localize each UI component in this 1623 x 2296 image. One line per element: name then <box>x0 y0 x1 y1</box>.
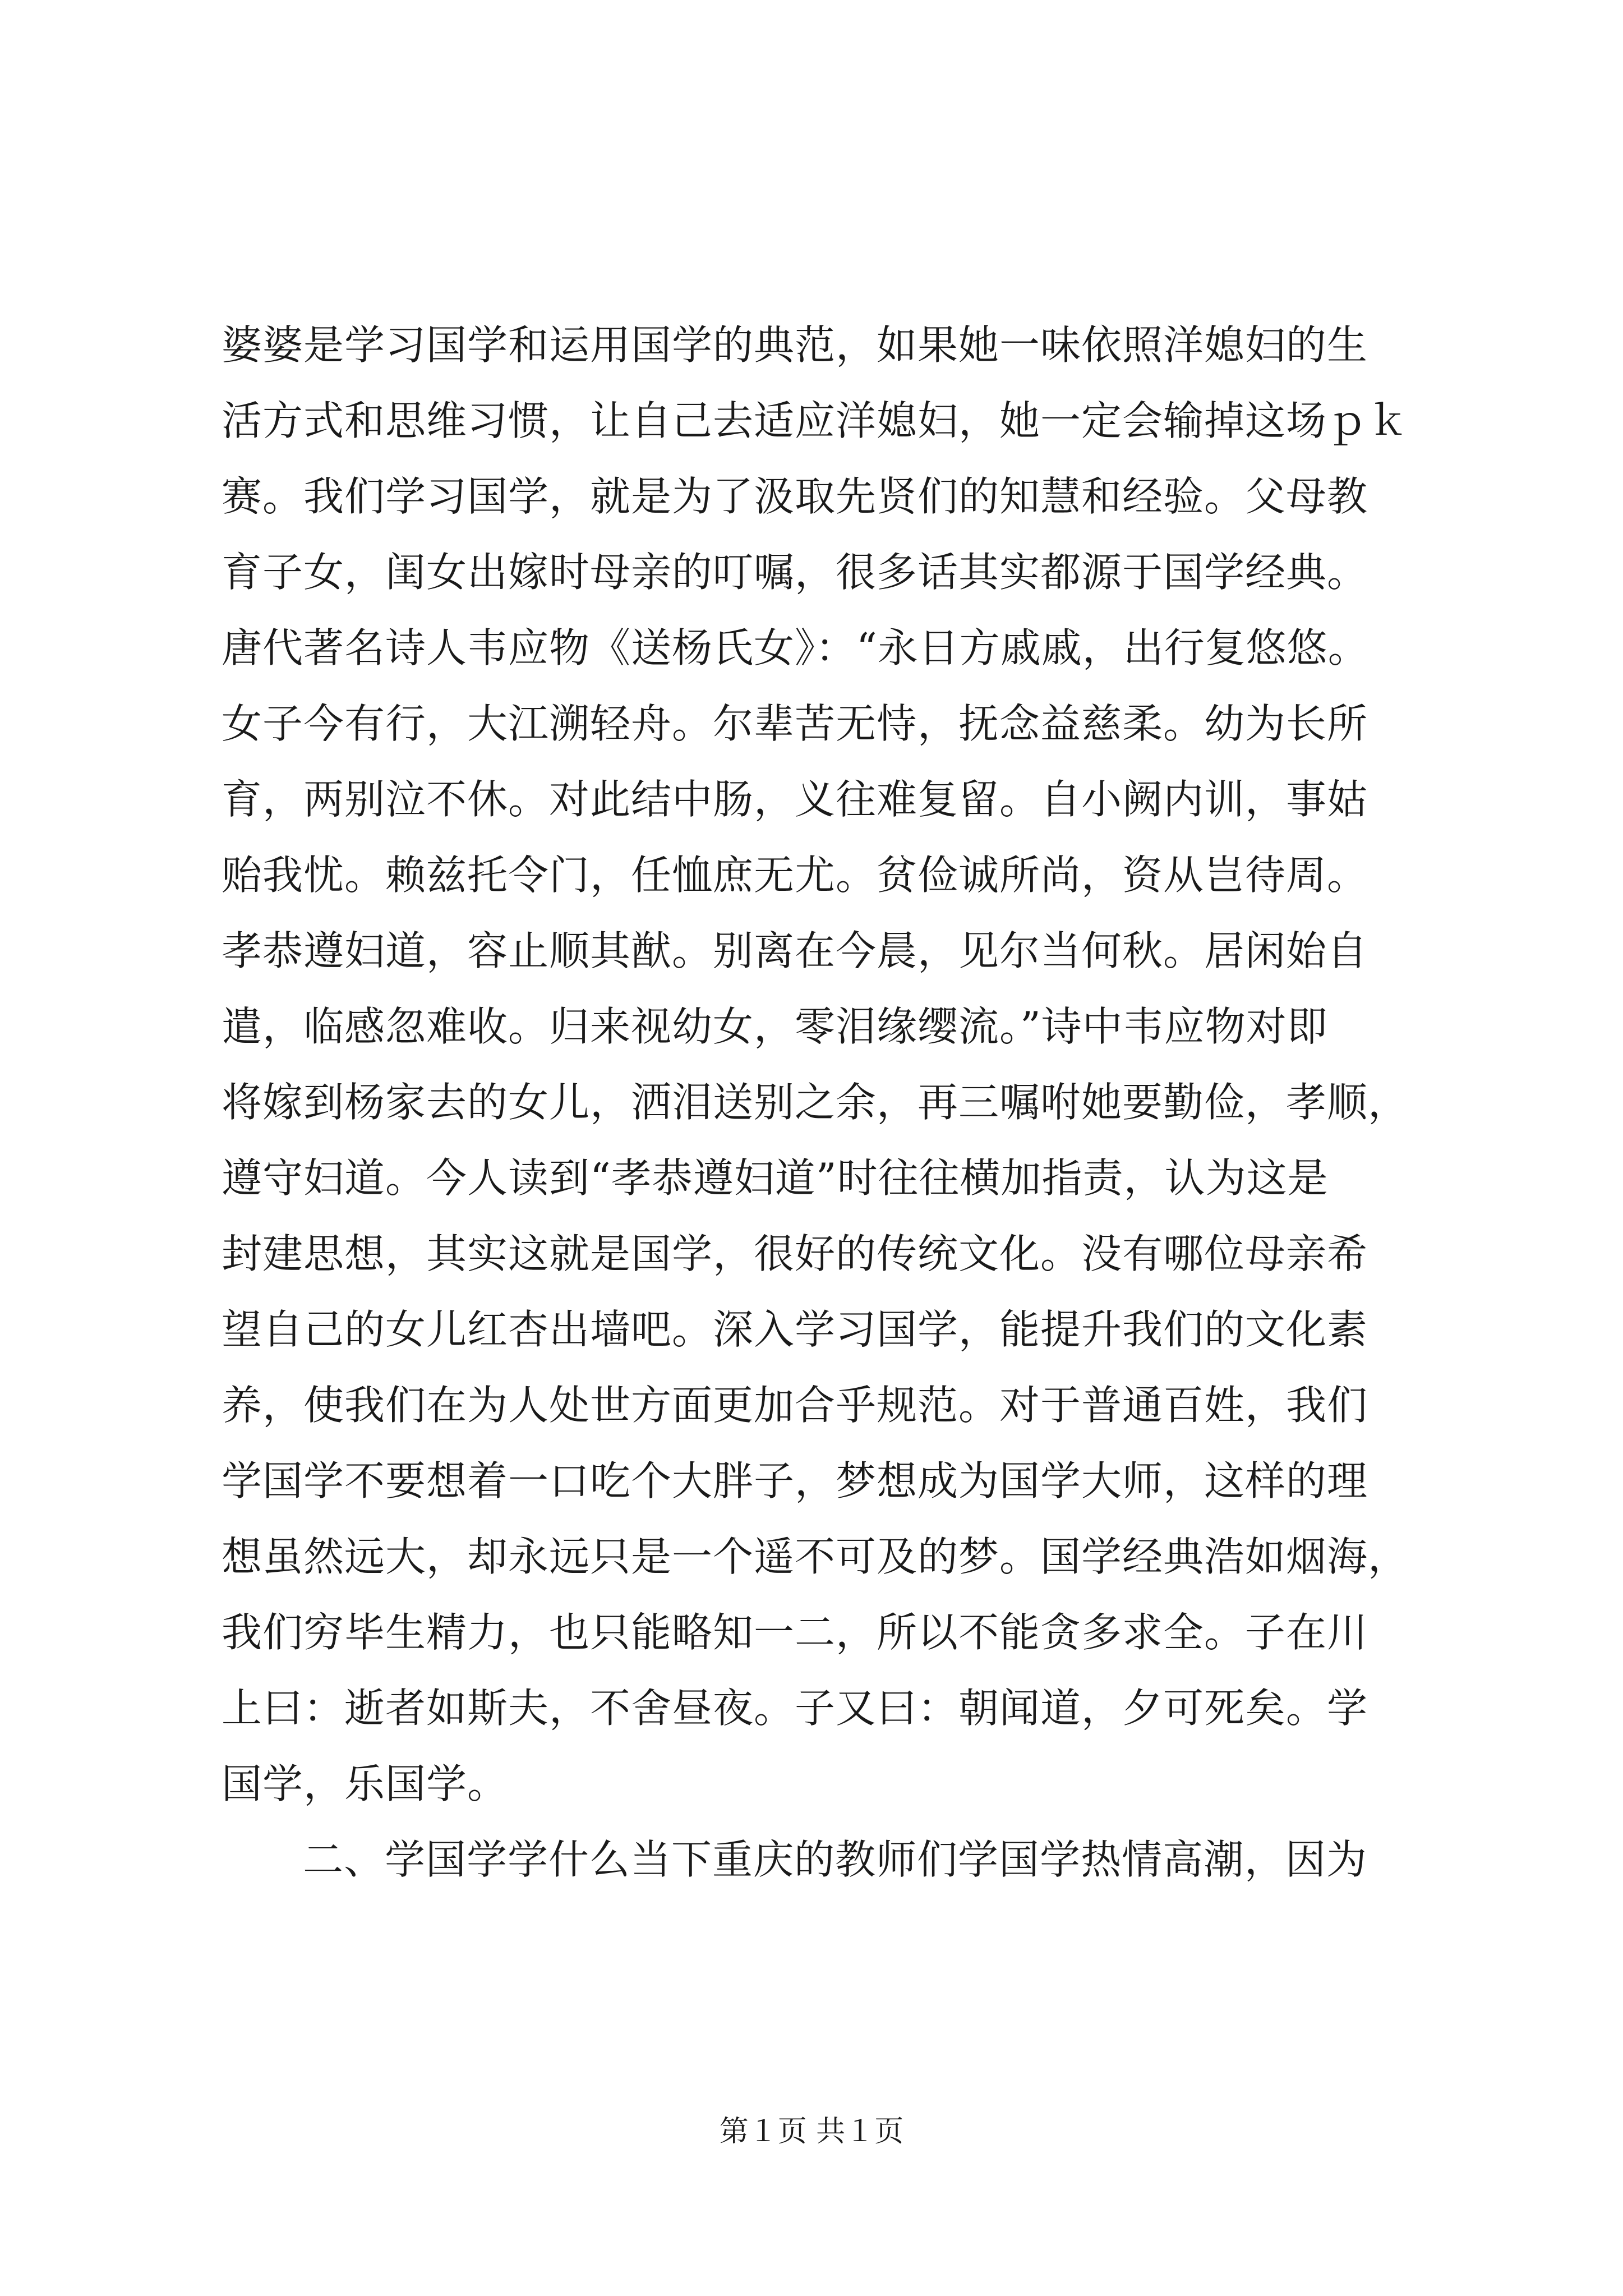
text-line-18: 我们穷毕生精力，也只能略知一二，所以不能贪多求全。子在川 <box>222 1609 1368 1656</box>
page-footer: 第１页 共１页 <box>719 2115 904 2148</box>
text-line-14: 望自己的女儿红杏出墙吧。深入学习国学，能提升我们的文化素 <box>222 1306 1368 1353</box>
text-line-13: 封建思想，其实这就是国学，很好的传统文化。没有哪位母亲希 <box>222 1230 1368 1277</box>
text-line-8: 贻我忧。赖兹托令门，任恤庶无尤。贫俭诚所尚，资从岂待周。 <box>222 852 1368 899</box>
text-line-21: 二、学国学学什么当下重庆的教师们学国学热情高潮，因为 <box>303 1836 1368 1883</box>
text-line-1: 婆婆是学习国学和运用国学的典范，如果她一味依照洋媳妇的生 <box>222 321 1368 369</box>
text-line-9: 孝恭遵妇道，容止顺其猷。别离在今晨，见尔当何秋。居闲始自 <box>222 927 1368 974</box>
text-line-19: 上曰：逝者如斯夫，不舍昼夜。子又曰：朝闻道，夕可死矣。学 <box>222 1685 1368 1732</box>
text-line-17: 想虽然远大，却永远只是一个遥不可及的梦。国学经典浩如烟海， <box>222 1533 1409 1580</box>
text-line-5: 唐代著名诗人韦应物《送杨氏女》：“永日方戚戚，出行复悠悠。 <box>222 624 1369 671</box>
text-line-11: 将嫁到杨家去的女儿，洒泪送别之余，再三嘱咐她要勤俭，孝顺， <box>222 1079 1409 1126</box>
text-line-15: 养，使我们在为人处世方面更加合乎规范。对于普通百姓，我们 <box>222 1382 1368 1429</box>
text-line-16: 学国学不要想着一口吃个大胖子，梦想成为国学大师，这样的理 <box>222 1457 1368 1504</box>
text-line-2: 活方式和思维习惯，让自己去适应洋媳妇，她一定会输掉这场ｐｋ <box>222 397 1409 444</box>
text-line-10: 遣，临感忽难收。归来视幼女，零泪缘缨流。”诗中韦应物对即 <box>222 1003 1328 1050</box>
text-line-12: 遵守妇道。今人读到“孝恭遵妇道”时往往横加指责，认为这是 <box>222 1154 1329 1202</box>
text-line-7: 育，两别泣不休。对此结中肠，义往难复留。自小阙内训，事姑 <box>222 776 1368 823</box>
text-line-20: 国学，乐国学。 <box>222 1760 509 1807</box>
text-line-4: 育子女，闺女出嫁时母亲的叮嘱，很多话其实都源于国学经典。 <box>222 549 1368 596</box>
text-line-3: 赛。我们学习国学，就是为了汲取先贤们的知慧和经验。父母教 <box>222 473 1368 520</box>
text-line-6: 女子今有行，大江溯轻舟。尔辈苦无恃，抚念益慈柔。幼为长所 <box>222 700 1368 747</box>
